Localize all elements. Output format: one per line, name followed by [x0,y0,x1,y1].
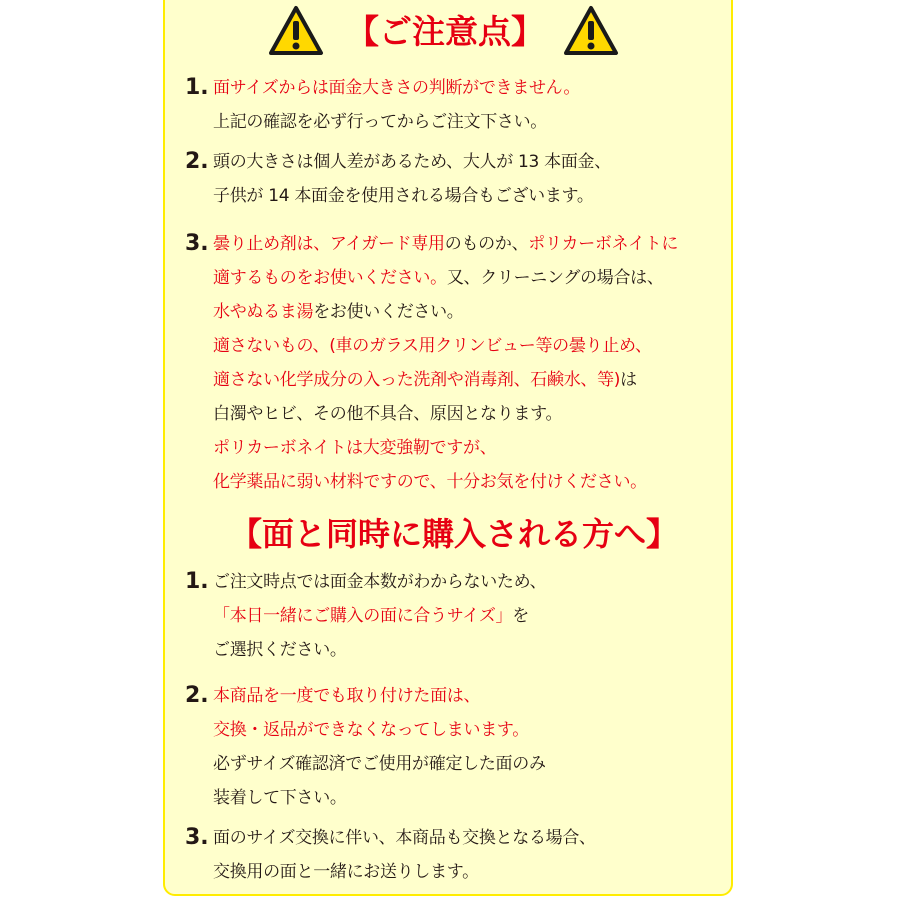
text-line [213,786,546,820]
text-line [213,300,678,334]
body-text: をお使いください。 [313,302,464,322]
item-text [213,150,611,218]
text-line [213,436,678,470]
text-line [213,184,611,218]
body-text: 又、クリーニングの場合は、 [446,268,664,288]
emphasis-text: 曇り止め剤は、アイガード専用 [213,234,445,254]
emphasis-text: 化学薬品に弱い材料ですので、十分お気を付けください。 [213,472,647,492]
text-line [213,76,580,110]
text-line [213,368,678,402]
item-text [213,570,546,672]
body-text: 面のサイズ交換に伴い、本商品も交換となる場合、 [213,828,596,848]
text-line [213,334,678,368]
emphasis-text: 適さないもの、(車のガラス用クリンビュー等の曇り止め、 [213,336,652,356]
body-text: 交換用の面と一緒にお送りします。 [213,862,479,882]
emphasis-text: 交換・返品ができなくなってしまいます。 [213,720,529,740]
item-text [213,76,580,144]
item-text [213,684,546,820]
emphasis-text: 適するものをお使いください。 [213,268,447,288]
text-line [213,266,678,300]
text-line [213,718,546,752]
body-text: を [512,606,529,626]
emphasis-text: 面サイズからは面金大きさの判断ができません。 [213,78,581,98]
body-text: 装着して下さい。 [213,788,347,808]
body-text: のものか、 [444,234,529,254]
text-line [213,570,546,604]
body-text: 子供が 14 本面金を使用される場合もございます。 [213,186,594,206]
text-line [213,110,580,144]
text-line [213,470,678,504]
item-text [213,232,678,504]
body-text: 頭の大きさは個人差があるため、大人が 13 本面金、 [213,152,611,172]
caution-title: 【ご注意点】 [346,12,544,51]
text-line [213,826,596,860]
warning-icon [563,5,619,57]
text-line [213,638,546,672]
item-text [213,826,596,894]
text-line [213,402,678,436]
text-line [213,232,678,266]
item-number: 1. [185,75,209,100]
item-number: 2. [185,149,209,174]
item-number: 3. [185,231,209,256]
item-number: 3. [185,825,209,850]
text-line [213,684,546,718]
warning-icon [268,5,324,57]
body-text: は [620,370,637,390]
body-text: 必ずサイズ確認済でご使用が確定した面のみ [213,754,546,774]
emphasis-text: 本商品を一度でも取り付けた面は、 [213,686,481,706]
emphasis-text: 適さない化学成分の入った洗剤や消毒剤、石鹸水、等) [213,370,621,390]
purchase-title: 【面と同時に購入される方へ】 [230,515,679,553]
text-line [213,604,546,638]
item-number: 1. [185,569,209,594]
text-line [213,860,596,894]
body-text: 上記の確認を必ず行ってからご注文下さい。 [213,112,547,132]
text-line [213,150,611,184]
body-text: ご選択ください。 [213,640,347,660]
text-line [213,752,546,786]
emphasis-text: ポリカーボネイトに [528,234,679,254]
item-number: 2. [185,683,209,708]
emphasis-text: 水やぬるま湯 [213,302,314,322]
body-text: 白濁やヒビ、その他不具合、原因となります。 [213,404,563,424]
emphasis-text: 「本日一緒にご購入の面に合うサイズ」 [213,606,513,626]
emphasis-text: ポリカーボネイトは大変強靭ですが、 [213,438,497,458]
body-text: ご注文時点では面金本数がわからないため、 [213,572,547,592]
